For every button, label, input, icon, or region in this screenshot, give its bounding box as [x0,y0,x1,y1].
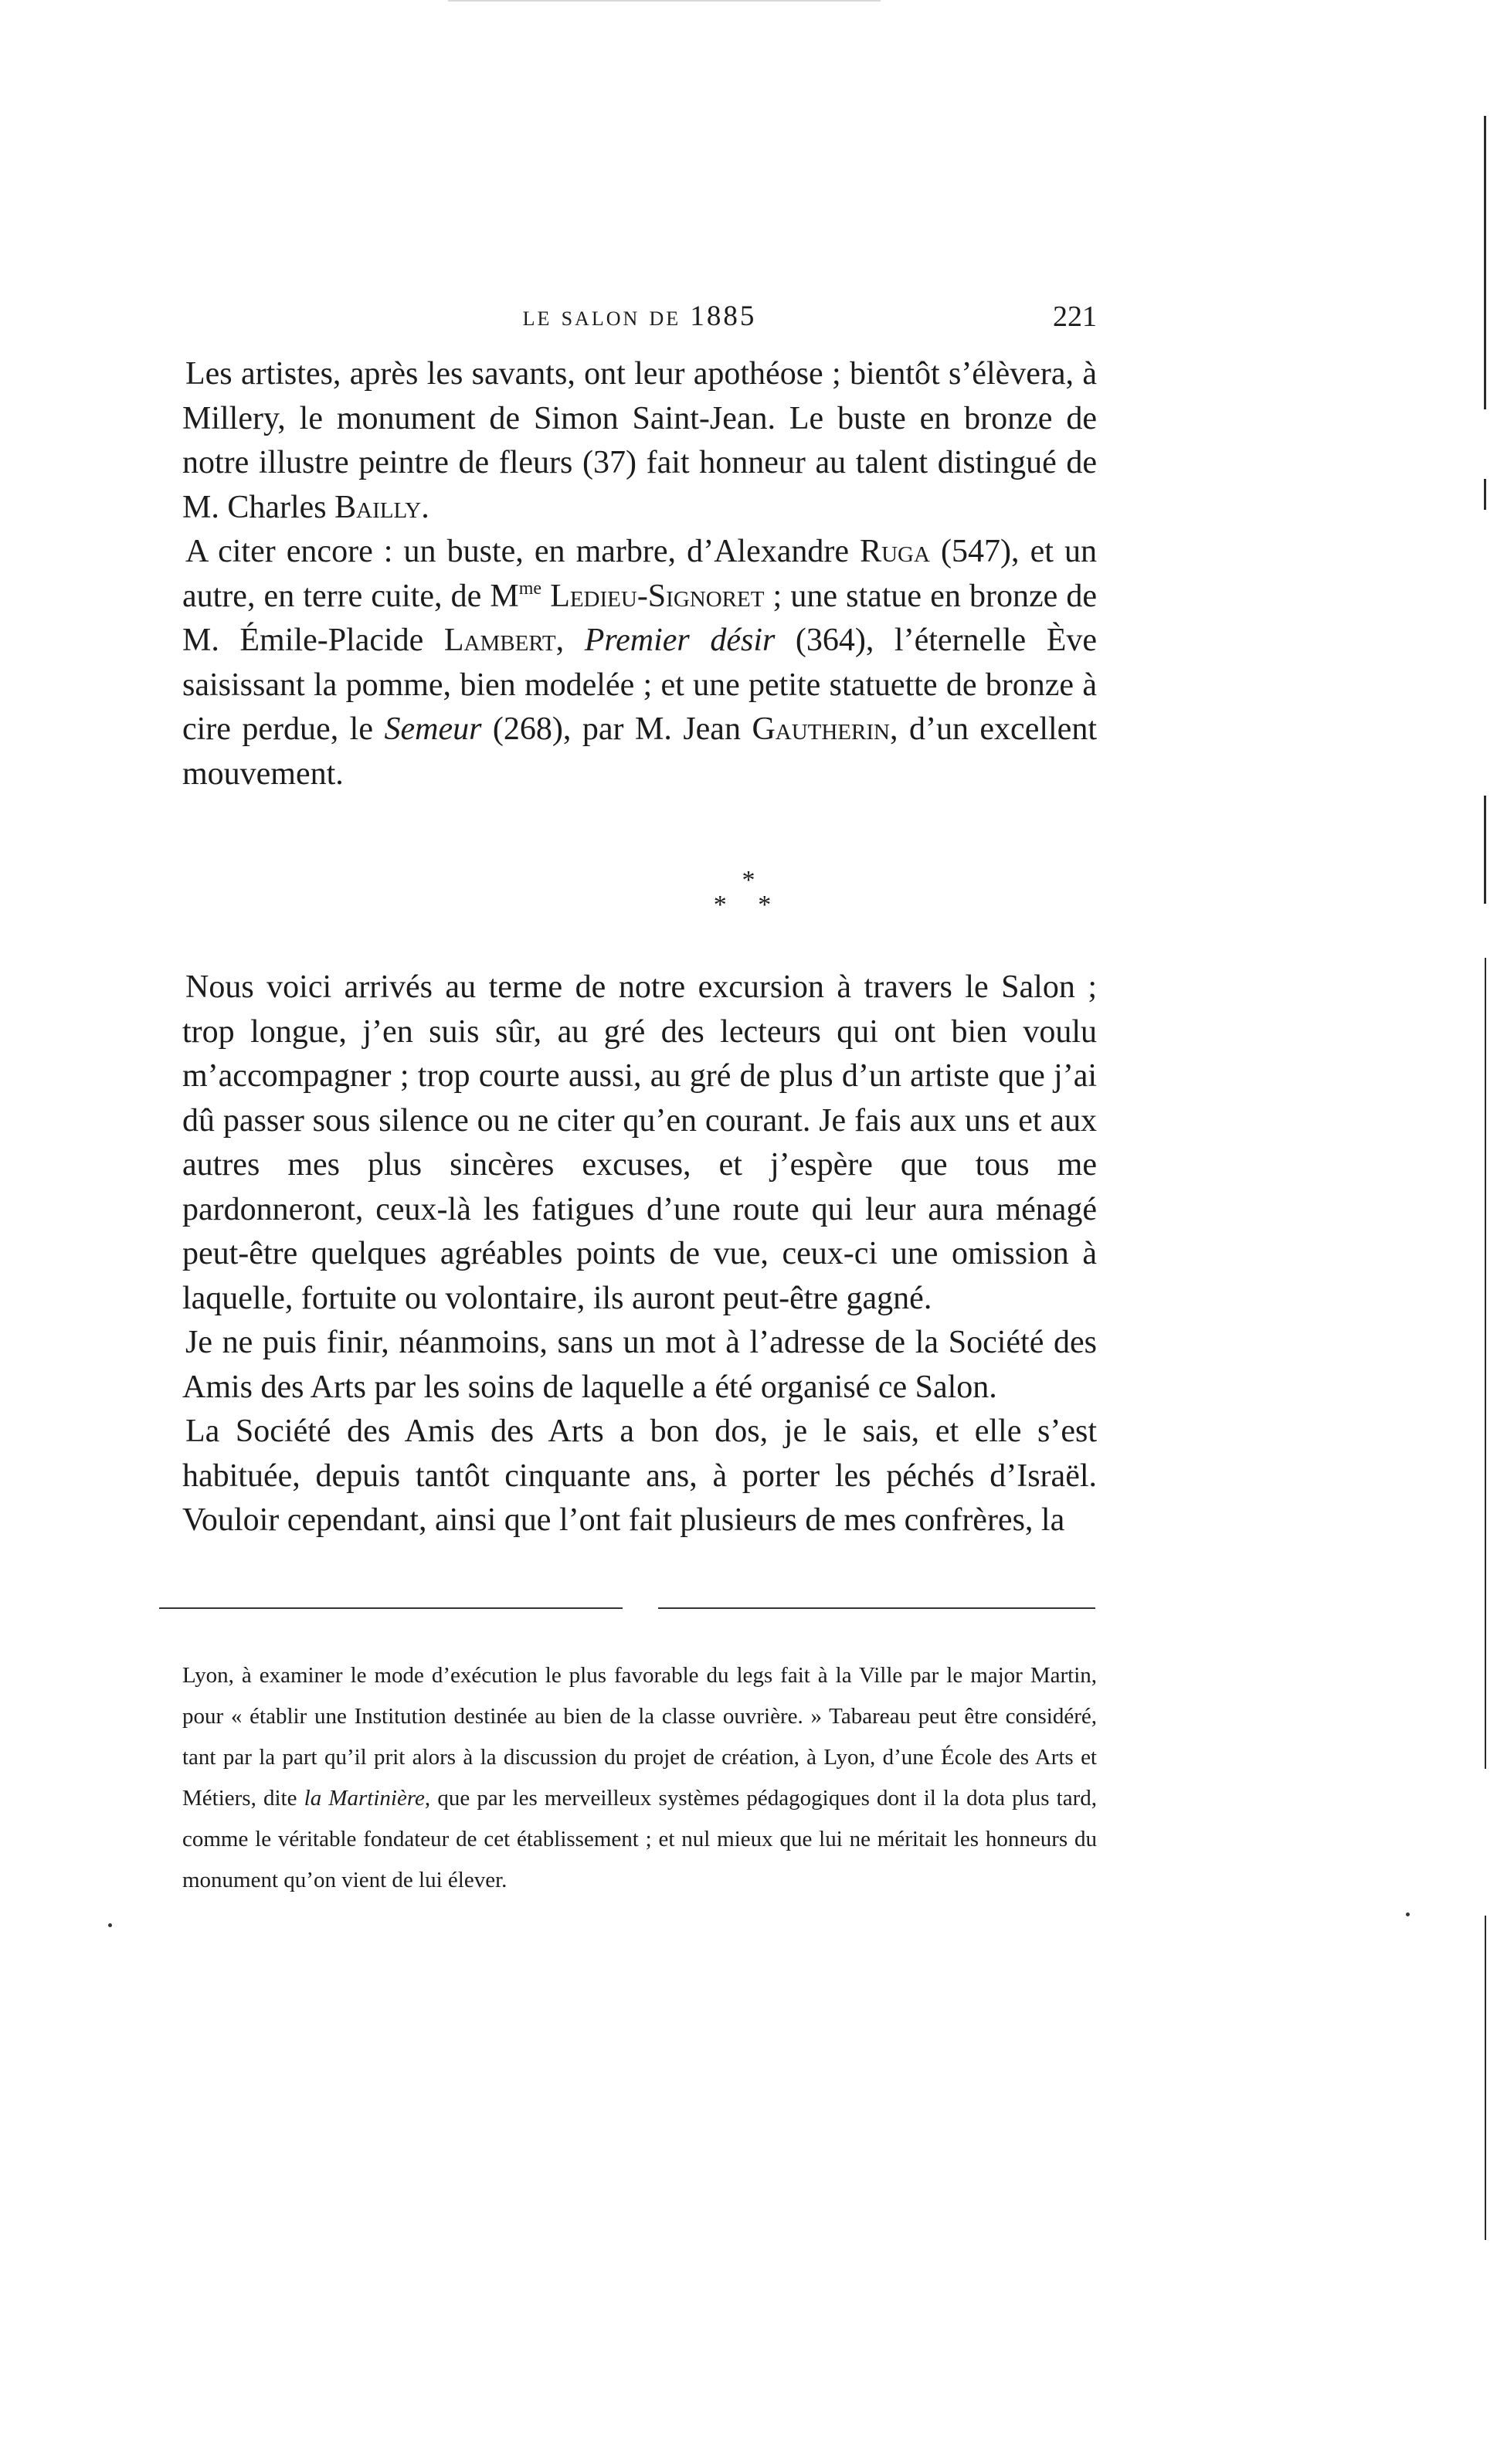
text-run: A citer encore : un buste, en marbre, d’Alexandre [185,534,861,569]
artist-name: Bailly [334,489,422,525]
scan-artifact-top [448,0,881,2]
text-run: (547), et un autre, en terre cuite, de M [182,534,1097,614]
text-run: (364), l’éternelle Ève saisissant la pomme, bien modelée ; et une petite statuette de bronze à cire perdue, le [182,623,1098,747]
paragraph [182,530,1097,796]
scan-edge-mark [1485,1916,1486,2240]
text-run: ; une statue en bronze de M. Émile-Placide [182,578,1097,658]
running-header [182,300,1097,346]
artist-name: Ruga [860,534,930,569]
text-run: , d’un excellent mouvement. [182,711,1097,792]
paragraph: La Société des Amis des Arts a bon dos, je le sais, et elle s’est habituée, depuis tantôt cinquante ans, à porter les péchés d’Israël. Vouloir cependant, ainsi que l’ont fait plusieurs de mes confrères, la [182,1414,1097,1538]
scan-speck [108,1923,112,1927]
text-run: . [421,489,429,525]
footnote [182,1655,1097,1901]
asterism-top: * [742,866,755,894]
scan-edge-mark [1484,116,1486,409]
text-run: (268), par M. Jean [481,711,752,747]
text-run: me [518,578,542,599]
footnote-rule [159,1607,623,1609]
asterism-bottom: * * [713,891,784,919]
paragraph: Nous voici arrivés au terme de notre excursion à travers le Salon ; trop longue, j’en suis sûr, au gré des lecteurs qui ont bien voulu m’accompagner ; trop courte aussi, au gré de plus d’un artiste que j’ai dû passer sous silence ou ne citer qu’en courant. Je fais aux uns et aux autres mes plus sincères excuses, et j’espère que tous me pardonneront, ceux-là les fatigues d’une route qui leur aura ménagé peut-être quelques agréables points de vue, ceux-ci une omission à laquelle, fortuite ou volontaire, ils auront peut-être gagné. [182,969,1097,1316]
artist-name: Lediеu-Signoret [550,578,765,614]
paragraph [182,352,1097,530]
artwork-title: la Martinière [304,1786,425,1811]
artist-name: Lambert [443,623,556,658]
artwork-title: Premier désir [584,623,776,658]
scan-edge-mark [1484,479,1486,510]
text-run: Lyon, à examiner le mode d’exécution le plus favorable du legs fait à la Ville par le major Martin, pour « établir une Institution destinée au bien de la classe ouvrière. » Tabareau peut être considéré, tant par la part qu’il prit alors à la discussion du projet de création, à Lyon, d’une École des Arts et Métiers, dite [182,1663,1097,1811]
text-run: Les artistes, après les savants, ont leur apothéose ; bientôt s’élèvera, à Millery, le monument de Simon Saint-Jean. Le buste en bronze de notre illustre peintre de fleurs (37) fait honneur au talent distingué de M. Charles [182,356,1097,525]
text-run [541,579,550,614]
footnote-rule [658,1607,1095,1609]
paragraph: Je ne puis finir, néanmoins, sans un mot à l’adresse de la Société des Amis des Arts par les soins de laquelle a été organisé ce Salon. [182,1325,1097,1405]
page-number: 221 [1053,300,1097,333]
artist-name: Gautherin [752,711,890,747]
footnote-text [182,1655,1097,1901]
scan-speck [1406,1912,1410,1916]
body-text-bottom [182,966,1097,1543]
artwork-title: Semeur [384,711,482,747]
text-run: , que par les merveilleux systèmes pédagogiques dont il la dota plus tard, comme le véritable fondateur de cet établissement ; et nul mieux que lui ne méritait les honneurs du monument qu’on vient de lui élever. [182,1786,1098,1892]
body-text-top [182,352,1097,796]
text-run: , [555,623,585,658]
running-title: le salon de 1885 [522,300,757,332]
scan-edge-mark [1485,958,1486,1769]
